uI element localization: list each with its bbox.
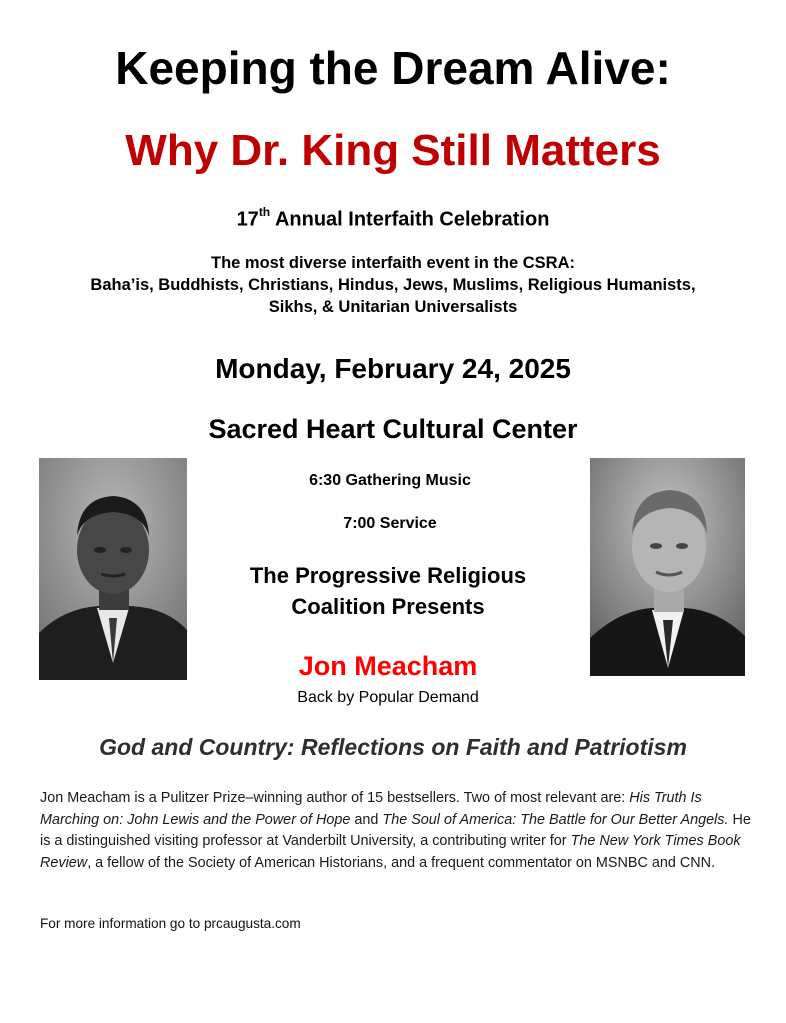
celebration-ordinal: 17 <box>236 208 259 231</box>
portrait-left-photo <box>39 458 187 680</box>
more-info-link[interactable]: For more information go to prcaugusta.com <box>40 916 301 931</box>
presenter-line-1: The Progressive Religious <box>249 563 527 588</box>
event-subtitle: Why Dr. King Still Matters <box>125 126 661 175</box>
diversity-block <box>0 252 786 318</box>
talk-title: God and Country: Reflections on Faith and Patriotism <box>99 734 687 760</box>
celebration-text: Annual Interfaith Celebration <box>270 208 550 231</box>
bio-text-1: Jon Meacham is a Pulitzer Prize–winning author of 15 bestsellers. Two of most relevant are: <box>40 790 630 806</box>
event-venue: Sacred Heart Cultural Center <box>208 414 578 444</box>
speaker-bio <box>40 788 752 874</box>
speaker-tagline: Back by Popular Demand <box>297 689 479 706</box>
event-title: Keeping the Dream Alive: <box>115 42 671 94</box>
event-date: Monday, February 24, 2025 <box>215 353 571 384</box>
bio-publication: The New York Times Book Review <box>40 833 741 871</box>
bio-book-2: The Soul of America: The Battle for Our Better Angels. <box>382 811 729 828</box>
presenter-line-2: Coalition Presents <box>291 594 485 619</box>
schedule-gathering: 6:30 Gathering Music <box>309 472 471 489</box>
bio-text-4: , a fellow of the Society of American Historians, and a frequent commentator on MSNBC and CNN. <box>87 854 716 871</box>
diversity-line-3: Sikhs, & Unitarian Universalists <box>268 298 518 316</box>
schedule-service: 7:00 Service <box>343 515 437 532</box>
presenter-block <box>190 560 586 622</box>
diversity-line-1: The most diverse interfaith event in the CSRA: <box>211 254 575 272</box>
diversity-line-2: Baha’is, Buddhists, Christians, Hindus, Jews, Muslims, Religious Humanists, <box>90 276 696 294</box>
speaker-name: Jon Meacham <box>298 651 478 681</box>
portrait-right-photo <box>590 458 745 676</box>
celebration-heading <box>0 200 786 234</box>
celebration-ordinal-suffix: th <box>258 205 271 219</box>
bio-book-1: His Truth Is Marching on: John Lewis and the Power of Hope <box>40 790 702 828</box>
bio-text-2: and <box>350 811 383 828</box>
bio-text-3: He is a distinguished visiting professor at Vanderbilt University, a contributing writer for <box>40 811 751 849</box>
